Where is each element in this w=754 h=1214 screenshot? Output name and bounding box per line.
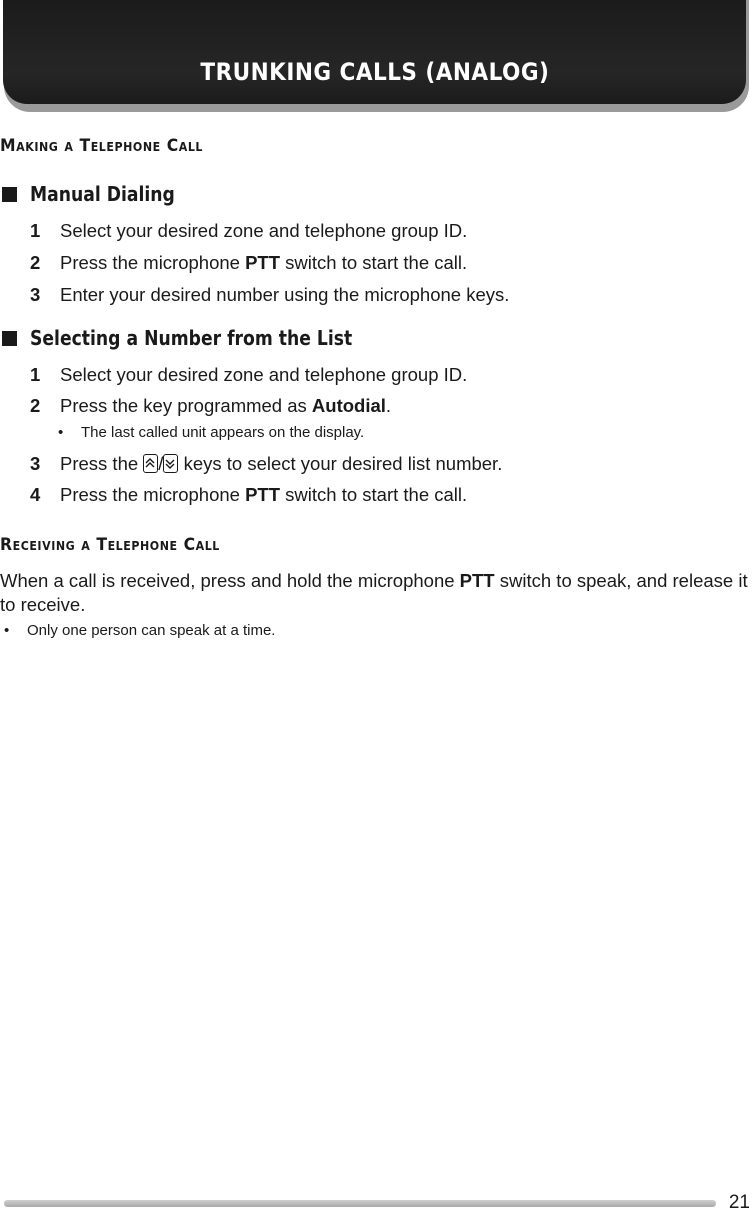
manual-dialing-title: Manual Dialing xyxy=(30,182,175,206)
manual-dialing-heading xyxy=(2,182,198,206)
footer-divider xyxy=(4,1200,716,1207)
step-number: 3 xyxy=(30,453,41,474)
step-text-part: Press the key programmed as xyxy=(60,395,312,416)
step-text-part: Press the microphone xyxy=(60,484,246,505)
step-text-part: Press the microphone xyxy=(60,252,246,273)
up-key-icon xyxy=(143,454,158,473)
note-text: The last called unit appears on the display. xyxy=(81,424,365,441)
key-separator: / xyxy=(158,453,164,474)
ptt-label: PTT xyxy=(459,570,495,591)
paragraph-text-part: switch to speak, and release it to receive. xyxy=(0,570,748,615)
step-text xyxy=(60,252,467,274)
step-text-part: keys to select your desired list number. xyxy=(178,453,503,474)
step-text xyxy=(60,453,502,475)
bullet-dot: • xyxy=(58,424,64,441)
down-key-icon xyxy=(163,454,178,473)
from-list-heading xyxy=(2,326,405,350)
from-list-title: Selecting a Number from the List xyxy=(30,326,353,350)
ptt-label: PTT xyxy=(245,252,281,273)
square-bullet-icon xyxy=(2,187,17,202)
step-text-part: switch to start the call. xyxy=(280,252,468,273)
making-call-heading: Making a Telephone Call xyxy=(0,136,204,156)
ptt-label: PTT xyxy=(245,484,281,505)
step-text xyxy=(60,484,467,506)
step-text-part: . xyxy=(385,395,392,416)
step-number: 2 xyxy=(30,252,41,273)
step-text: Select your desired zone and telephone group ID. xyxy=(60,364,468,385)
step-number: 1 xyxy=(30,364,41,385)
page-number: 21 xyxy=(728,1192,750,1213)
step-number: 2 xyxy=(30,395,41,416)
step-text-part: Press the xyxy=(60,453,144,474)
square-bullet-icon xyxy=(2,331,17,346)
receiving-call-heading: Receiving a Telephone Call xyxy=(0,535,220,555)
step-text: Select your desired zone and telephone group ID. xyxy=(60,220,468,241)
bullet-dot: • xyxy=(4,622,10,639)
step-text-part: switch to start the call. xyxy=(280,484,468,505)
note-text: Only one person can speak at a time. xyxy=(27,622,276,639)
step-number: 3 xyxy=(30,284,41,305)
step-number: 4 xyxy=(30,484,41,505)
step-text: Enter your desired number using the microphone keys. xyxy=(60,284,510,305)
step-number: 1 xyxy=(30,220,41,241)
autodial-label: Autodial xyxy=(311,395,386,416)
paragraph-text-part: When a call is received, press and hold the microphone xyxy=(0,570,460,591)
step-text xyxy=(60,395,391,417)
header-band xyxy=(3,0,746,104)
page-title: TRUNKING CALLS (ANALOG) xyxy=(200,58,549,86)
receiving-call-paragraph xyxy=(0,569,754,617)
